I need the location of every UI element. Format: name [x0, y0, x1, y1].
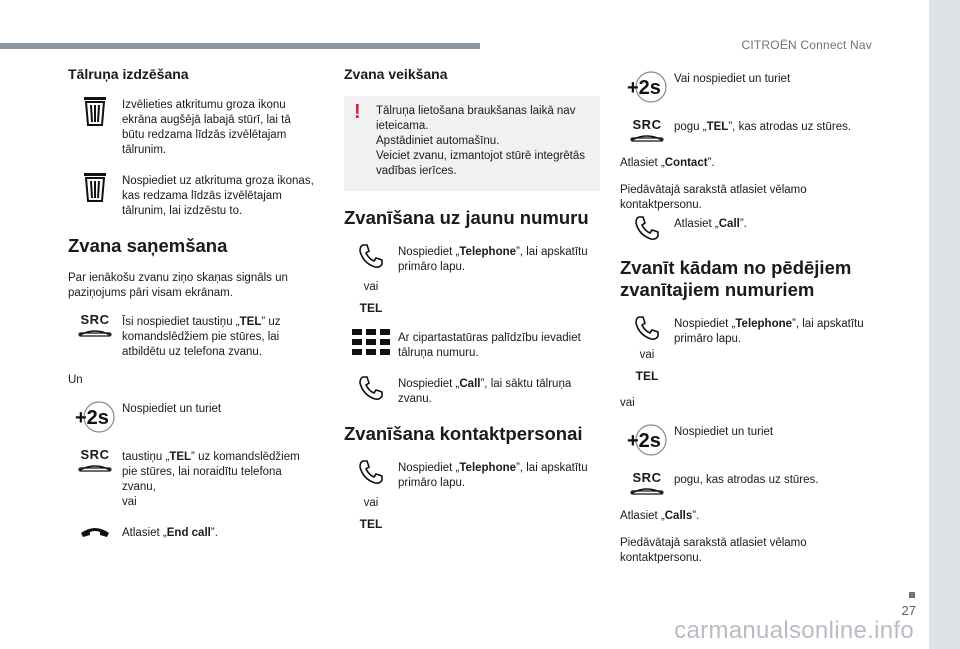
new-step-1: vai TEL Nospiediet „Telephone”, lai apskatītu primāro lapu. — [344, 243, 600, 315]
delete-step-1: Izvēlieties atkritumu groza ikonu ekrāna augšējā labajā stūrī, lai tā būtu redzama līdzās izvēlētajam tālrunim. — [68, 96, 316, 158]
phone-icon — [358, 375, 384, 401]
new-step-2: Ar cipartastatūras palīdzību ievadiet tālruņa numuru. — [344, 329, 600, 361]
receive-step-1: SRC Īsi nospiediet taustiņu „TEL” uz komandslēdžiem pie stūres, lai atbildētu uz telefona zvanu. — [68, 313, 316, 360]
delete-step-2: Nospiediet uz atkrituma groza ikonas, kas redzama līdzās izvēlētajam tālrunim, lai izdzēstu to. — [68, 172, 316, 219]
list-text: Piedāvātajā sarakstā atlasiet vēlamo kontaktpersonu. — [620, 184, 807, 211]
watermark: carmanualsonline.info — [674, 617, 914, 644]
side-strip — [929, 0, 960, 649]
page-number: 27 — [901, 603, 916, 618]
receive-title: Zvana saņemšana — [68, 235, 228, 256]
trash-icon — [84, 96, 106, 126]
receive-step-4: Atlasiet „End call”. — [68, 524, 316, 541]
contact-step-2: +2s Vai nospiediet un turiet — [620, 70, 870, 104]
warning-box: ! Tālruņa lietošana braukšanas laikā nav ieteicama. Apstādiniet automašīnu. Veiciet zvanu, izmantojot stūrē integrētās vadības ierīces. — [344, 96, 600, 191]
select-contact-text: Atlasiet „Contact”. — [620, 157, 715, 169]
or-label: Un — [68, 374, 83, 386]
list-text-2: Piedāvātajā sarakstā atlasiet vēlamo kontaktpersonu. — [620, 537, 807, 564]
phone-icon — [634, 315, 660, 341]
receive-step-3: SRC taustiņu „TEL” uz komandslēdžiem pie stūres, lai noraidītu telefona zvanu, vai — [68, 448, 316, 510]
src-button-icon: SRC — [630, 118, 664, 142]
warning-icon: ! — [354, 101, 361, 123]
contact-title: Zvanīšana kontaktpersonai — [344, 423, 583, 444]
src-button-icon: SRC — [78, 448, 112, 472]
svg-text:+2s: +2s — [627, 77, 661, 99]
header-rule — [0, 43, 480, 49]
contact-step-3: SRC pogu „TEL”, kas atrodas uz stūres. — [620, 118, 870, 142]
column-1 — [68, 62, 316, 555]
receive-intro: Par ienākošu zvanu ziņo skaņas signāls un paziņojums pāri visam ekrānam. — [68, 272, 288, 299]
select-calls-text: Atlasiet „Calls”. — [620, 510, 700, 522]
recent-step-3: SRC pogu, kas atrodas uz stūres. — [620, 471, 870, 495]
new-step-3: Nospiediet „Call”, lai sāktu tālruņa zvanu. — [344, 375, 600, 407]
contact-step-4: Atlasiet „Call”. — [620, 215, 870, 241]
keypad-icon — [352, 329, 390, 355]
make-call-title: Zvana veikšana — [344, 66, 448, 82]
hang-up-icon — [80, 524, 110, 538]
recent-step-2: +2s Nospiediet un turiet — [620, 423, 870, 457]
recent-calls-title: Zvanīt kādam no pēdējiem zvanītajiem numuriem — [620, 257, 852, 300]
trash-icon — [84, 172, 106, 202]
or-label: vai — [620, 397, 635, 409]
receive-step-2: +2s Nospiediet un turiet — [68, 400, 316, 434]
phone-icon — [358, 459, 384, 485]
src-button-icon: SRC — [630, 471, 664, 495]
volume-plus-icon — [625, 423, 669, 457]
svg-text:+2s: +2s — [75, 407, 109, 429]
column-3 — [620, 62, 870, 578]
column-2 — [344, 62, 600, 545]
recent-step-1: vai TEL Nospiediet „Telephone”, lai apskatītu primāro lapu. — [620, 315, 870, 383]
volume-plus-icon — [73, 400, 117, 434]
phone-icon — [358, 243, 384, 269]
delete-title: Tālruņa izdzēšana — [68, 66, 189, 82]
src-button-icon: SRC — [78, 313, 112, 337]
brand-header: CITROËN Connect Nav — [741, 38, 872, 52]
phone-icon — [634, 215, 660, 241]
svg-text:+2s: +2s — [627, 430, 661, 452]
new-number-title: Zvanīšana uz jaunu numuru — [344, 207, 589, 228]
end-marker — [909, 592, 915, 598]
volume-plus-icon — [625, 70, 669, 104]
contact-step-1: vai TEL Nospiediet „Telephone”, lai apskatītu primāro lapu. — [344, 459, 600, 531]
